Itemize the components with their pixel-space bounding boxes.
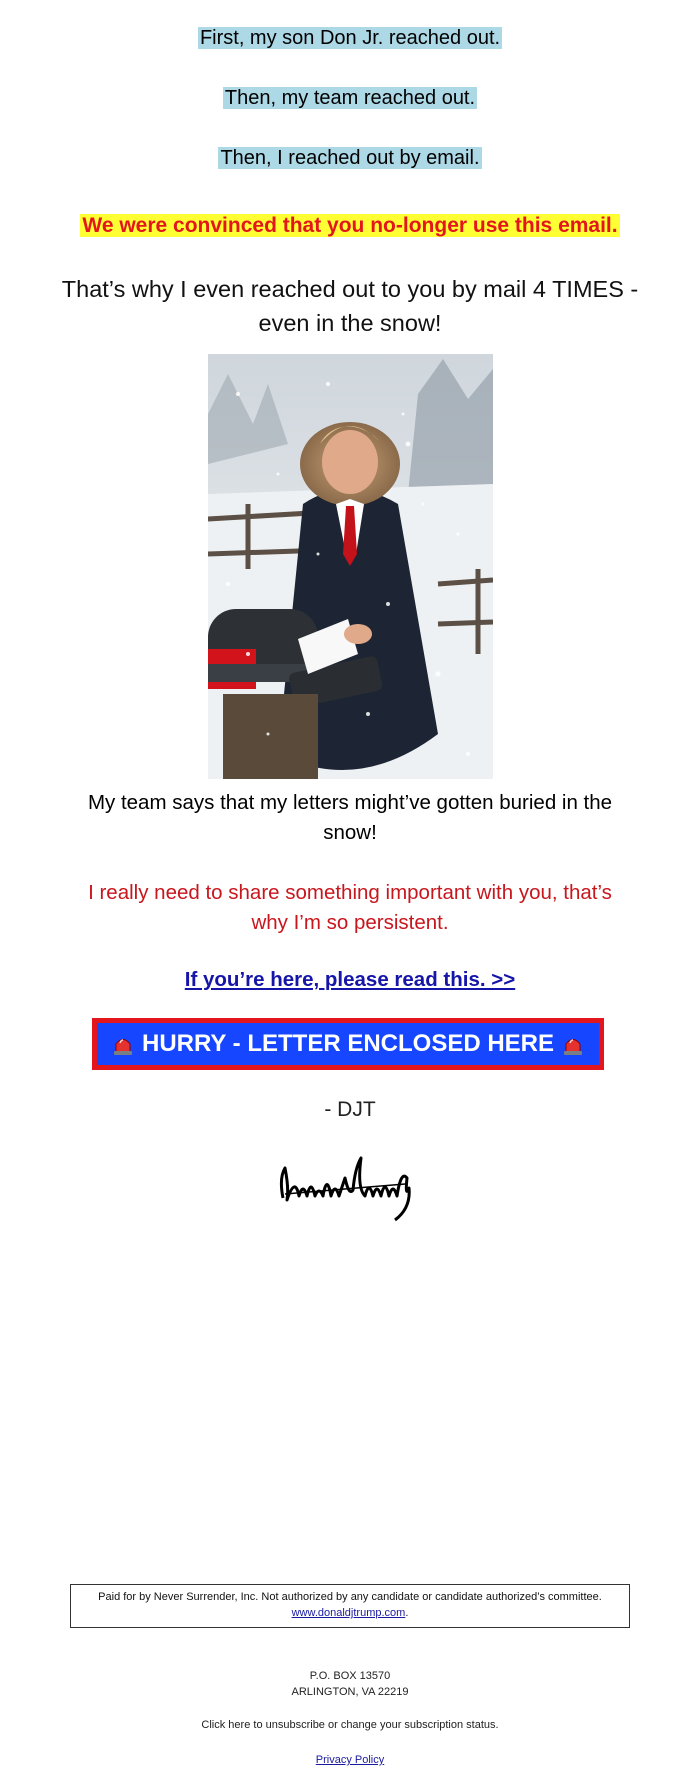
mail-text-line-2: even in the snow! — [258, 310, 442, 336]
intro-line-3-row — [0, 147, 700, 170]
intro-line-2: Then, my team reached out. — [224, 87, 476, 109]
highlight-text: We were convinced that you no-longer use this email. — [82, 214, 618, 237]
privacy-row — [0, 1752, 700, 1768]
buried-line-1: My team says that my letters might’ve gotten buried in the — [87, 791, 613, 814]
address-line-2: ARLINGTON, VA 22219 — [291, 1686, 409, 1698]
disclaimer-text: Paid for by Never Surrender, Inc. Not authorized by any candidate or candidate authorized’s committee. — [98, 1591, 602, 1603]
signoff: - DJT — [324, 1098, 376, 1121]
highlight-row — [0, 214, 700, 238]
privacy-policy-link[interactable]: Privacy Policy — [315, 1754, 385, 1766]
address-line-1: P.O. BOX 13570 — [309, 1670, 391, 1682]
photo-icon — [208, 354, 493, 779]
disclaimer-box — [70, 1584, 630, 1628]
siren-icon — [112, 1034, 134, 1054]
unsubscribe-link[interactable]: Click here to unsubscribe or change your subscription status. — [201, 1719, 499, 1731]
read-link-row — [0, 968, 700, 992]
mailbox-photo — [208, 354, 493, 779]
website-row: www.donaldjtrump.com. — [291, 1607, 409, 1619]
website-link[interactable]: www.donaldjtrump.com — [291, 1607, 406, 1619]
signature-icon — [275, 1138, 425, 1223]
persistent-line-2: why I’m so persistent. — [251, 911, 449, 934]
buried-line-2: snow! — [323, 821, 377, 844]
intro-line-1-row — [0, 27, 700, 50]
letter-enclosed-button[interactable] — [92, 1018, 604, 1070]
letter-enclosed-label: HURRY - LETTER ENCLOSED HERE — [141, 1030, 555, 1057]
intro-line-3: Then, I reached out by email. — [220, 147, 480, 169]
read-this-link[interactable]: If you’re here, please read this. >> — [184, 968, 516, 991]
intro-line-2-row — [0, 87, 700, 110]
persistent-line-1: I really need to share something important with you, that’s — [88, 881, 612, 904]
intro-line-1: First, my son Don Jr. reached out. — [199, 27, 501, 49]
mail-text-line-1: That’s why I even reached out to you by mail 4 TIMES - — [61, 276, 639, 302]
siren-icon — [562, 1034, 584, 1054]
signature — [275, 1138, 425, 1223]
